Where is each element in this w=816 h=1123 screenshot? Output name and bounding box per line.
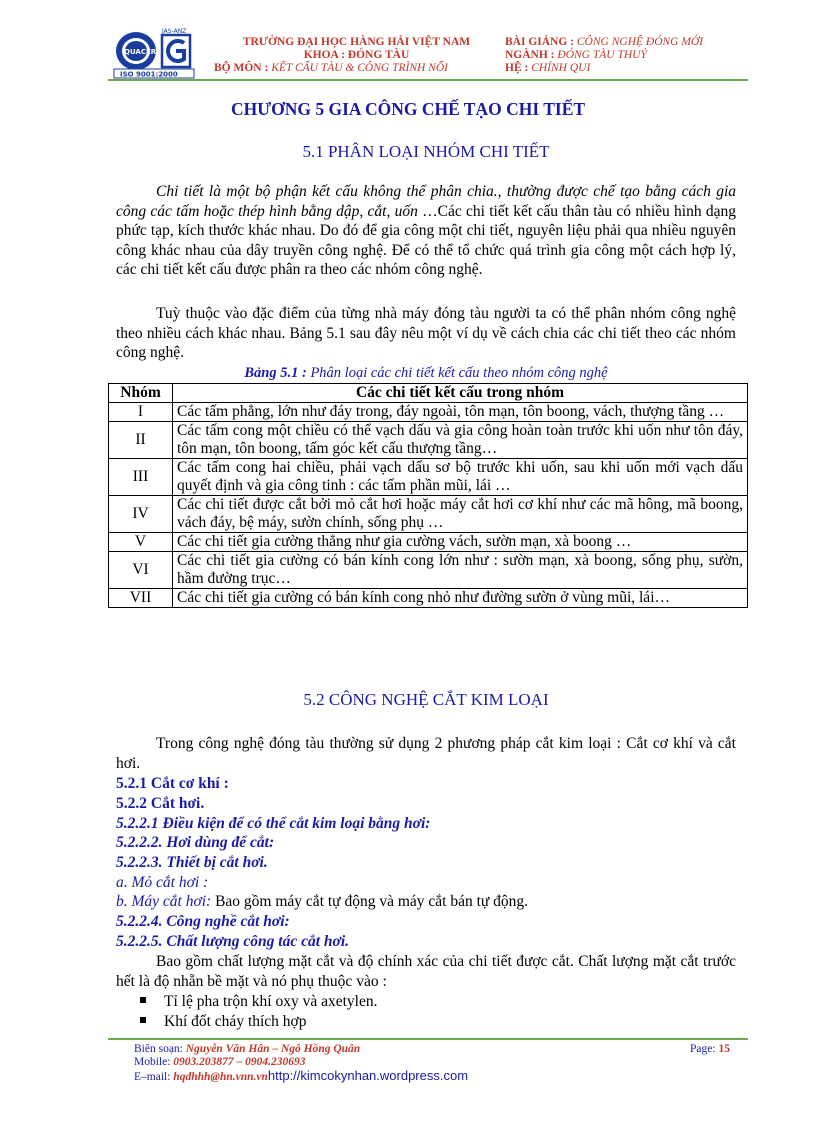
- table-row: [109, 403, 748, 422]
- footer-divider: [108, 1038, 748, 1040]
- faculty-name: KHOA : ĐÓNG TÀU: [303, 49, 410, 61]
- table-row: [109, 533, 748, 552]
- lecture-label: BÀI GIẢNG :: [505, 36, 577, 48]
- header-right: [505, 36, 703, 75]
- heading-5-2-2-3: 5.2.2.3. Thiết bị cắt hơi.: [116, 854, 268, 871]
- footer-email-label: E–mail:: [134, 1071, 174, 1083]
- system-value: CHÍNH QUI: [531, 62, 591, 74]
- page-label: Page:: [690, 1043, 719, 1055]
- section-5-1-title: 5.1 PHÂN LOẠI NHÓM CHI TIẾT: [302, 142, 550, 161]
- logo-iso-text: ISO 9001:2000: [120, 70, 178, 79]
- page-value: 15: [718, 1043, 730, 1055]
- table-cell-group: VII: [109, 589, 173, 608]
- school-name: TRƯỜNG ĐẠI HỌC HÀNG HẢI VIỆT NAM: [242, 36, 471, 48]
- major-value: ĐÓNG TÀU THUỶ: [557, 49, 647, 61]
- table-header-row: [109, 384, 748, 403]
- table-cell-group: III: [109, 459, 173, 496]
- table-row: [109, 496, 748, 533]
- table-cell-desc: Các chi tiết gia cường có bán kính cong nhỏ như đường sườn ở vùng mũi, lái…: [173, 589, 748, 608]
- list-item: [140, 992, 378, 1011]
- list-item-text: Khí đốt cháy thích hợp: [164, 1013, 307, 1030]
- table-header-group: Nhóm: [109, 384, 173, 403]
- dept-label: BỘ MÔN :: [214, 62, 272, 74]
- heading-5-2-2-1: 5.2.2.1 Điều kiện để có thể cắt kim loại bằng hơi:: [116, 815, 431, 832]
- table-row: [109, 552, 748, 589]
- footer-author: Nguyễn Văn Hân – Ngô Hồng Quân: [185, 1043, 361, 1055]
- table-row: [109, 459, 748, 496]
- table-cell-desc: Các tấm cong một chiều có thể vạch dấu và gia công hoàn toàn trước khi uốn như tôn đáy, tôn mạn, tôn boong, tấm góc kết cấu thượng tầng…: [173, 422, 748, 459]
- table-cell-desc: Các chi tiết gia cường thẳng như gia cường vách, sườn mạn, xà boong …: [173, 533, 748, 552]
- heading-5-2-2-4: 5.2.2.4. Công nghề cắt hơi:: [116, 913, 290, 930]
- system-label: HỆ :: [505, 62, 532, 74]
- system-line: [505, 62, 703, 75]
- table-cell-group: V: [109, 533, 173, 552]
- page-number: [690, 1043, 730, 1055]
- classification-table: [108, 383, 748, 608]
- paragraph-4: Bao gồm chất lượng mặt cắt và độ chính xác của chi tiết được cắt. Chất lượng mặt cắt trước hết là độ nhẵn bề mặt và nó phụ thuộc vào :: [116, 953, 736, 990]
- footer-url-link[interactable]: http://kimcokynhan.wordpress.com: [267, 1068, 469, 1083]
- lecture-line: [505, 36, 703, 49]
- table-cell-group: I: [109, 403, 173, 422]
- heading-5-2-1: 5.2.1 Cắt cơ khí :: [116, 775, 229, 792]
- paragraph-3: Trong công nghệ đóng tàu thường sử dụng 2 phương pháp cắt kim loại : Cắt cơ khí và cắt hơi.: [116, 735, 736, 772]
- footer-author-line: [134, 1043, 468, 1056]
- paragraph-1: [116, 182, 736, 280]
- table-cell-group: II: [109, 422, 173, 459]
- table-row: [109, 589, 748, 608]
- footer-email: hqdhhh@hn.vnn.vn: [173, 1071, 268, 1083]
- footer: [134, 1043, 468, 1084]
- footer-mobile: 0903.203877 – 0904.230693: [173, 1056, 306, 1068]
- section-5-2-title: 5.2 CÔNG NGHỆ CẮT KIM LOẠI: [303, 690, 549, 709]
- logo-text: QUACERT: [124, 48, 161, 56]
- lecture-value: CÔNG NGHỆ ĐÓNG MỚI: [576, 36, 704, 48]
- list-item-text: Tỉ lệ pha trộn khí oxy và axetylen.: [164, 993, 378, 1010]
- heading-b-text: Bao gồm máy cắt tự động và máy cắt bán tự động.: [211, 893, 529, 910]
- list-item: [140, 1012, 307, 1031]
- table-row: [109, 422, 748, 459]
- table-cell-group: VI: [109, 552, 173, 589]
- table-cell-desc: Các tấm phẳng, lớn như đáy trong, đáy ngoài, tôn mạn, tôn boong, vách, thượng tầng …: [173, 403, 748, 422]
- heading-a: a. Mỏ cắt hơi :: [116, 874, 209, 891]
- heading-b-label: b. Máy cắt hơi:: [116, 893, 212, 910]
- paragraph-1-italic: Chi tiết là một bộ phận kết cấu không thể phân chia., thường được chế tạo bằng cách gia công các tấm hoặc thép hình bằng dập, cắt, uốn: [116, 183, 736, 220]
- major-label: NGÀNH :: [505, 49, 558, 61]
- dept-line: [214, 62, 499, 75]
- table-cell-group: IV: [109, 496, 173, 533]
- footer-author-label: Biên soạn:: [134, 1043, 186, 1055]
- major-line: [505, 49, 703, 62]
- quacert-logo: [110, 27, 196, 79]
- heading-5-2-2: 5.2.2 Cắt hơi.: [116, 795, 205, 812]
- table-cell-desc: Các chi tiết gia cường có bán kính cong lớn như : sườn mạn, xà boong, sống phụ, sườn, hầm đường trục…: [173, 552, 748, 589]
- bullet-icon: [140, 997, 146, 1003]
- dept-value: KẾT CẤU TÀU & CÔNG TRÌNH NỔI: [271, 62, 448, 74]
- bullet-icon: [140, 1017, 146, 1023]
- table-caption-text: Phân loại các chi tiết kết cấu theo nhóm công nghệ: [306, 365, 608, 381]
- table-caption-label: Bảng 5.1 :: [244, 365, 307, 381]
- paragraph-1-rest: …Các chi tiết kết cấu thân tàu có nhiều hình dạng phức tạp, kích thước khác nhau. Do đó để gia công một chi tiết, nguyên liệu phải qua nhiều nguyên công khác nhau của dây truyền công nghệ. Để có thể tổ chức quá trình gia công một cách hợp lý, các chi tiết kết cấu được phân ra theo các nhóm công nghệ.: [116, 202, 736, 278]
- heading-b: [116, 892, 528, 911]
- header-left: [214, 36, 499, 75]
- table-cell-desc: Các tấm cong hai chiều, phải vạch dấu sơ bộ trước khi uốn, sau khi uốn mới vạch dấu quyết định và gia công tinh : các tấm phần mũi, lái …: [173, 459, 748, 496]
- logo-top-text: JAS-ANZ: [162, 28, 187, 35]
- table-caption: [0, 365, 816, 382]
- heading-5-2-2-2: 5.2.2.2. Hơi dùng để cắt:: [116, 834, 275, 851]
- table-header-desc: Các chi tiết kết cấu trong nhóm: [173, 384, 748, 403]
- heading-5-2-2-5: 5.2.2.5. Chất lượng công tác cắt hơi.: [116, 933, 350, 950]
- header-divider: [108, 79, 748, 81]
- table-cell-desc: Các chi tiết được cắt bởi mỏ cắt hơi hoặc máy cắt hơi cơ khí như các mã hông, mã boong, vách đáy, bệ máy, sườn chính, sống phụ …: [173, 496, 748, 533]
- footer-mobile-label: Mobile:: [134, 1056, 174, 1068]
- paragraph-2: Tuỳ thuộc vào đặc điểm của từng nhà máy đóng tàu người ta có thể phân nhóm công nghệ theo nhiều cách khác nhau. Bảng 5.1 sau đây nêu một ví dụ về cách chia các chi tiết theo các nhóm công nghệ.: [116, 305, 736, 361]
- chapter-title: CHƯƠNG 5 GIA CÔNG CHẾ TẠO CHI TIẾT: [230, 99, 586, 119]
- footer-email-line: [134, 1069, 468, 1084]
